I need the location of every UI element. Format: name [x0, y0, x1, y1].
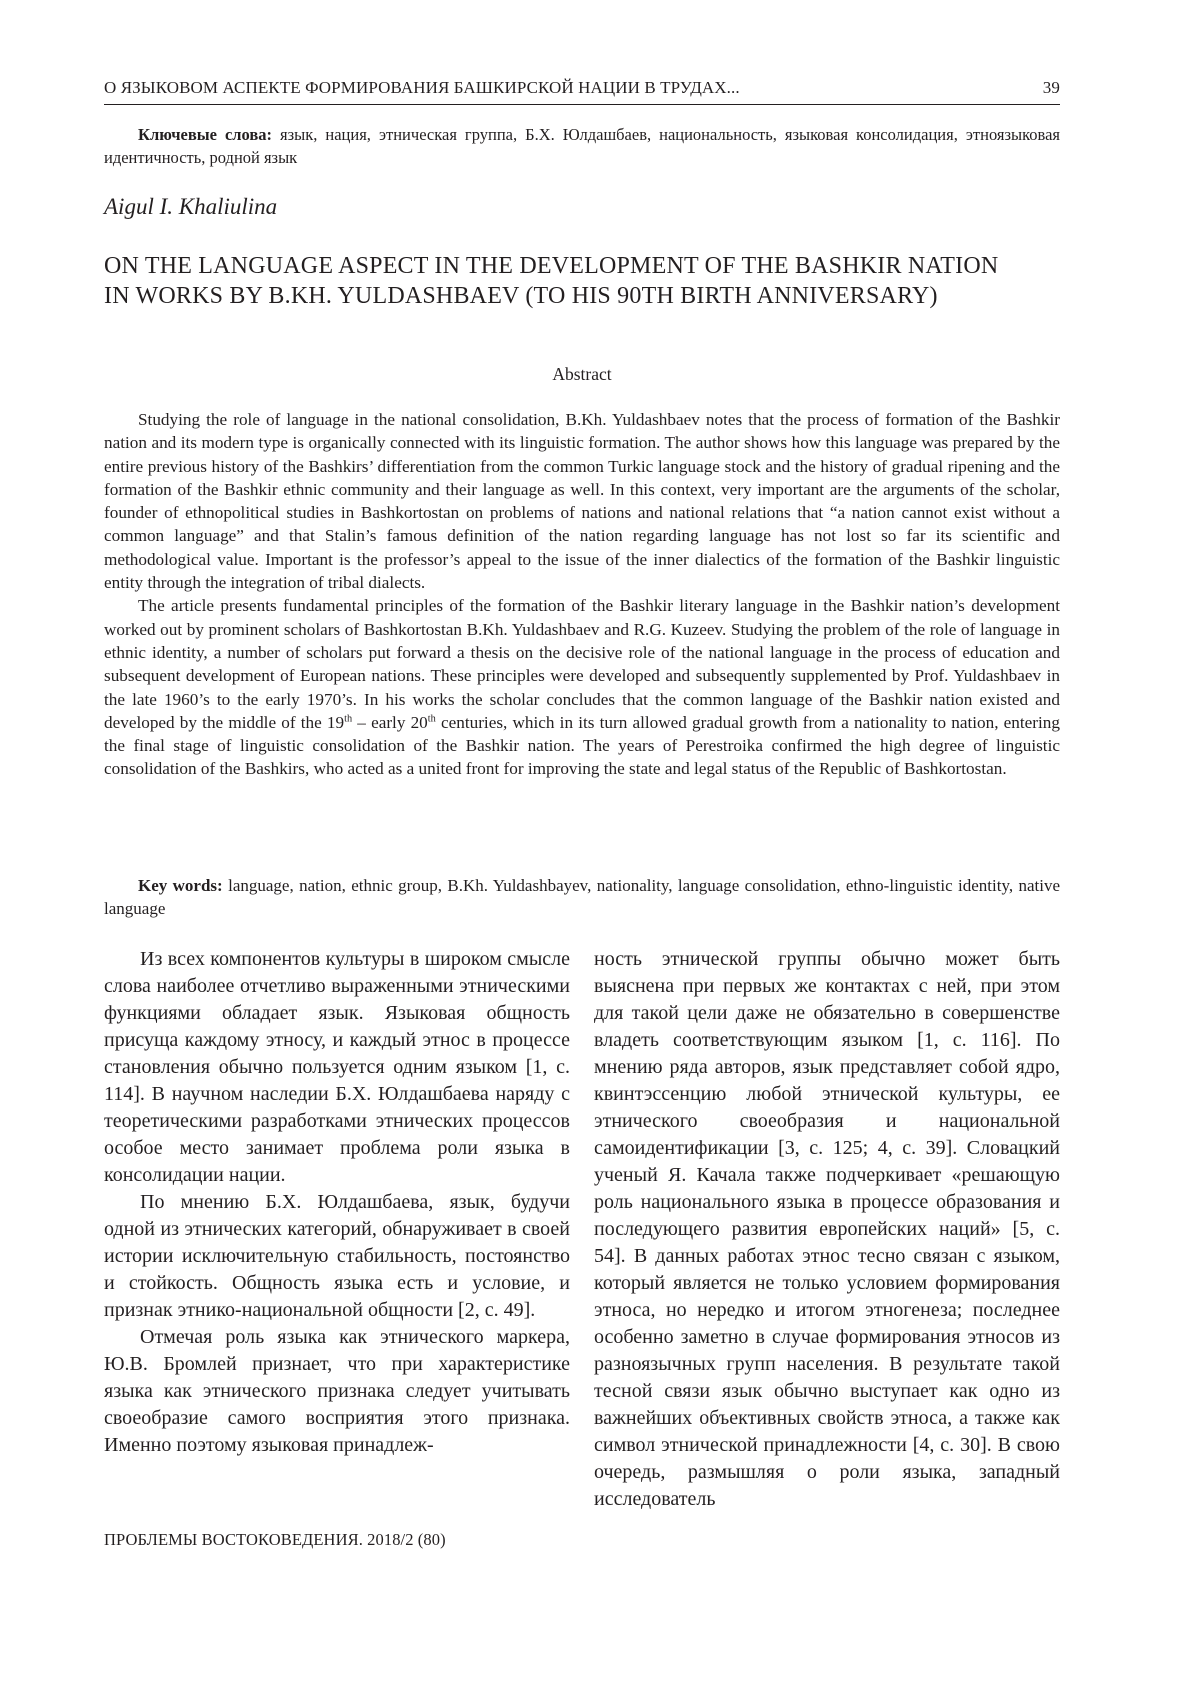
body-column-right: [594, 946, 1060, 1513]
body-paragraph: Из всех компонентов культуры в широком смысле слова наиболее отчетливо выраженными этническими функциями обладает язык. Языковая общность присуща каждому этносу, и каждый этнос в процессе становления обычно пользуется одним языком [1, с. 114]. В научном наследии Б.Х. Юлдашбаева наряду с теоретическими разработками этнических процессов особое место занимает проблема роли языка в консолидации нации.: [104, 948, 570, 1186]
english-keywords: [104, 874, 1060, 920]
russian-keywords-label: Ключевые слова:: [138, 125, 273, 144]
running-head-title: О ЯЗЫКОВОМ АСПЕКТЕ ФОРМИРОВАНИЯ БАШКИРСКОЙ НАЦИИ В ТРУДАХ...: [104, 78, 740, 97]
abstract-paragraph: Studying the role of language in the national consolidation, B.Kh. Yuldashbaev notes that the process of formation of the Bashkir nation and its modern type is organically connected with its linguistic formation. The author shows how this language was prepared by the entire previous history of the Bashkirs’ differentiation from the common Turkic language stock and the history of gradual ripening and the formation of the Bashkir ethnic community and their language as well. In this context, very important are the arguments of the scholar, founder of ethnopolitical studies in Bashkortostan on problems of nations and national relations that “a nation cannot exist without a common language” and that Stalin’s famous definition of the nation regarding language has not lost so far its scientific and methodological value. Important is the professor’s appeal to the issue of the inner dialectics of the formation of the Bashkir linguistic entity through the integration of tribal dialects.: [104, 410, 1060, 593]
journal-footer: ПРОБЛЕМЫ ВОСТОКОВЕДЕНИЯ. 2018/2 (80): [104, 1530, 446, 1549]
page-number: 39: [1042, 78, 1060, 97]
running-head: [104, 78, 1060, 98]
superscript: th: [344, 713, 353, 725]
body-paragraph: Отмечая роль языка как этнического маркера, Ю.В. Бромлей признает, что при характеристике языка как этнического признака следует учитывать своеобразие самого восприятия этого признака. Именно поэтому языковая принадлеж-: [104, 1326, 570, 1456]
superscript: th: [427, 713, 436, 725]
english-title-line-2: IN WORKS BY B.KH. YULDASHBAEV (TO HIS 90TH BIRTH ANNIVERSARY): [104, 283, 938, 309]
english-title-line-1: ON THE LANGUAGE ASPECT IN THE DEVELOPMENT OF THE BASHKIR NATION: [104, 253, 999, 279]
russian-keywords-text: язык, нация, этническая группа, Б.Х. Юлдашбаев, национальность, языковая консолидация, этноязыковая идентичность, родной язык: [104, 125, 1060, 167]
abstract-body: [104, 408, 1060, 781]
body-column-left: [104, 946, 570, 1459]
english-keywords-text: language, nation, ethnic group, B.Kh. Yuldashbayev, nationality, language consolidation, ethno-linguistic identity, native language: [104, 876, 1061, 918]
english-title: [104, 251, 1064, 311]
abstract-text: – early 20: [352, 712, 428, 732]
russian-keywords: [104, 124, 1060, 169]
english-keywords-label: Key words:: [138, 876, 223, 895]
author-name: Aigul I. Khaliulina: [104, 194, 278, 219]
abstract-paragraph: [104, 594, 1060, 780]
abstract-heading: Abstract: [552, 364, 612, 384]
abstract-text: The article presents fundamental principles of the formation of the Bashkir literary language in the Bashkir nation’s development worked out by prominent scholars of Bashkortostan B.Kh. Yuldashbaev and R.G. Kuzeev. Studying the problem of the role of language in ethnic identity, a number of scholars put forward a thesis on the decisive role of the national language in the process of education and subsequent development of European nations. These principles were developed and subsequently supplemented by Prof. Yuldashbaev in the late 1960’s to the early 1970’s. In his works the scholar concludes that the common language of the Bashkir nation existed and developed by the middle of the 19: [104, 596, 1060, 732]
header-rule: [104, 104, 1060, 105]
body-paragraph: ность этнической группы обычно может быть выяснена при первых же контактах с ней, при этом для такой цели даже не обязательно в совершенстве владеть соответствующим языком [1, с. 116]. По мнению ряда авторов, язык представляет собой ядро, квинтэссенцию любой этнической культуры, ее этнического своеобразия и национальной самоидентификации [3, с. 125; 4, с. 39]. Словацкий ученый Я. Качала также подчеркивает «решающую роль национального языка в процессе образования и последующего развития европейских наций» [5, с. 54]. В данных работах этнос тесно связан с языком, который является не только условием формирования этноса, но нередко и итогом этногенеза; последнее особенно заметно в случае формирования этносов из разноязычных групп населения. В результате такой тесной связи язык обычно выступает как одно из важнейших объективных свойств этноса, а также как символ этнической принадлежности [4, с. 30]. В свою очередь, размышляя о роли языка, западный исследователь: [594, 948, 1060, 1510]
body-paragraph: По мнению Б.Х. Юлдашбаева, язык, будучи одной из этнических категорий, обнаруживает в своей истории исключительную стабильность, постоянство и стойкость. Общность языка есть и условие, и признак этнико-национальной общности [2, с. 49].: [104, 1191, 570, 1321]
abstract-text: centuries, which in its turn allowed gradual growth from a nationality to nation, entering the final stage of linguistic consolidation of the Bashkir nation. The years of Perestroika confirmed the high degree of linguistic consolidation of the Bashkirs, who acted as a united front for improving the state and legal status of the Republic of Bashkortostan.: [104, 712, 1060, 779]
